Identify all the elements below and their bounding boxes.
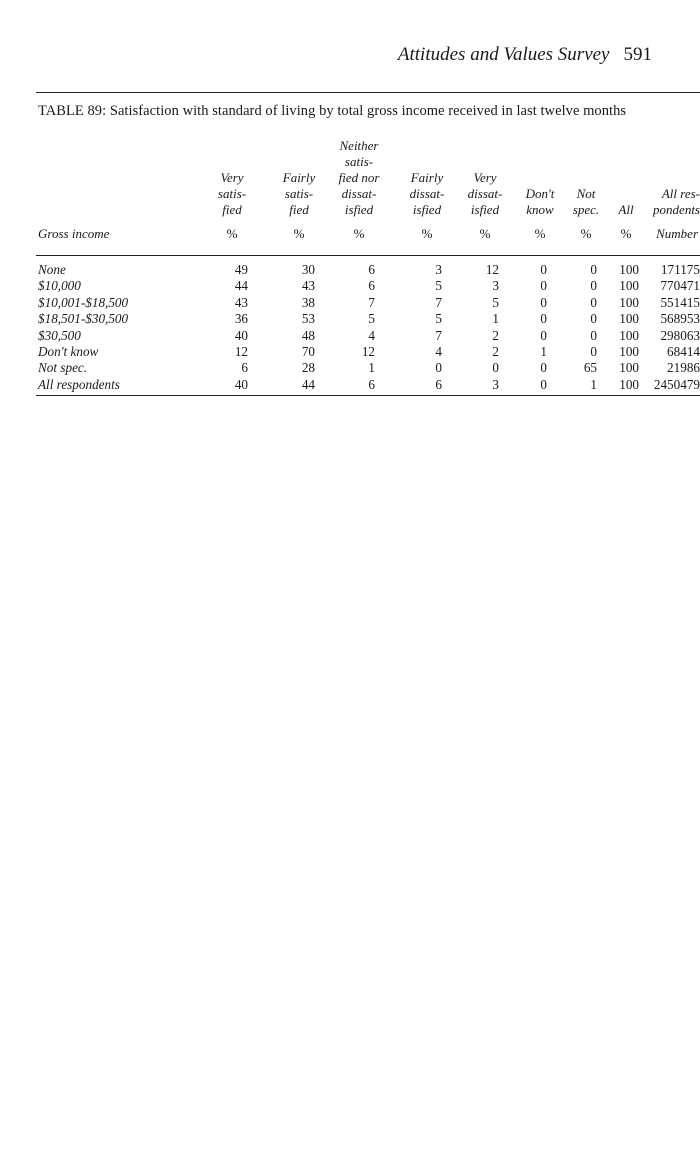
table-cell: 100: [619, 294, 639, 310]
table-row: [0, 328, 700, 344]
column-header: All: [618, 202, 634, 217]
table-cell: 21986: [667, 360, 700, 376]
table-row: [0, 360, 700, 376]
table-cell: 5: [435, 311, 442, 327]
row-label: $10,001-$18,500: [38, 294, 129, 310]
column-unit: %: [479, 226, 491, 241]
page-number: 591: [623, 44, 652, 65]
table-cell: 3: [435, 262, 442, 277]
table-cell: 6: [368, 262, 375, 277]
row-label: None: [38, 262, 66, 277]
row-label: $18,501-$30,500: [38, 311, 129, 327]
table-cell: 171175: [660, 262, 700, 277]
table-cell: 0: [590, 262, 597, 277]
table-cell: 6: [435, 376, 442, 392]
table-cell: 7: [435, 327, 442, 343]
table-row: [0, 377, 700, 393]
top-rule: [36, 92, 700, 93]
table-cell: 44: [301, 376, 315, 392]
table-cell: 100: [619, 278, 639, 294]
row-label: $10,000: [38, 278, 81, 294]
table-cell: 44: [234, 278, 248, 294]
column-header: Don't know: [525, 186, 555, 217]
table-cell: 2: [492, 327, 499, 343]
column-unit: Number: [656, 226, 698, 241]
table-cell: 1: [492, 311, 499, 327]
table-cell: 6: [368, 376, 375, 392]
table-cell: 0: [590, 344, 597, 359]
table-cell: 5: [435, 278, 442, 294]
row-label: $30,500: [38, 327, 81, 343]
table-cell: 298063: [660, 327, 700, 343]
table-cell: 0: [590, 294, 597, 310]
table-cell: 65: [583, 360, 597, 376]
column-unit: %: [293, 226, 305, 241]
table-cell: 12: [485, 262, 499, 277]
table-cell: 30: [301, 262, 315, 277]
table-cell: 100: [619, 311, 639, 327]
column-unit: %: [620, 226, 632, 241]
table-cell: 0: [540, 360, 547, 376]
table-cell: 7: [368, 294, 375, 310]
table-cell: 38: [301, 294, 315, 310]
table-cell: 40: [234, 327, 248, 343]
column-header: Not spec.: [572, 186, 600, 217]
table-caption: TABLE 89: Satisfaction with standard of living by total gross income received in last twelve months: [38, 103, 627, 119]
table-cell: 0: [540, 327, 547, 343]
table-row: [0, 278, 700, 294]
table-cell: 568953: [660, 311, 700, 327]
table-cell: 43: [301, 278, 315, 294]
table-cell: 43: [234, 294, 248, 310]
table-cell: 6: [368, 278, 375, 294]
table-cell: 0: [540, 294, 547, 310]
table-cell: 0: [492, 360, 499, 376]
table-cell: 2: [492, 344, 499, 359]
column-unit: %: [353, 226, 365, 241]
table-row: [0, 344, 700, 360]
running-head: [398, 44, 652, 66]
table-cell: 0: [590, 327, 597, 343]
table-cell: 68414: [667, 344, 700, 359]
table-cell: 40: [234, 376, 248, 392]
row-label: Don't know: [38, 344, 99, 359]
row-header: Gross income: [38, 226, 110, 241]
table-cell: 53: [301, 311, 315, 327]
row-label: All respondents: [38, 376, 120, 392]
table-cell: 3: [492, 278, 499, 294]
row-label: Not spec.: [38, 360, 88, 376]
table-row: [0, 311, 700, 327]
table-row: [0, 295, 700, 311]
table-cell: 100: [619, 327, 639, 343]
table-cell: 70: [301, 344, 315, 359]
table-cell: 100: [619, 376, 639, 392]
table-cell: 100: [619, 344, 639, 359]
table-cell: 5: [368, 311, 375, 327]
column-unit: %: [226, 226, 238, 241]
table-cell: 7: [435, 294, 442, 310]
table-cell: 0: [590, 278, 597, 294]
table-cell: 2450479: [653, 376, 700, 392]
table-cell: 0: [540, 311, 547, 327]
table-cell: 3: [492, 376, 499, 392]
table-cell: 0: [540, 262, 547, 277]
column-header: Neither satis- fied nor dissat- isfied: [338, 138, 380, 217]
table-cell: 1: [540, 344, 547, 359]
table-cell: 5: [492, 294, 499, 310]
table-cell: 48: [301, 327, 315, 343]
table-cell: 6: [241, 360, 248, 376]
column-header: Fairly satis- fied: [282, 170, 316, 217]
table-cell: 1: [590, 376, 597, 392]
table-cell: 28: [301, 360, 315, 376]
table-cell: 12: [361, 344, 375, 359]
column-header: Very dissat- isfied: [467, 170, 503, 217]
table-cell: 36: [234, 311, 248, 327]
running-head-title: Attitudes and Values Survey: [397, 44, 610, 65]
header-rule: [36, 255, 700, 256]
table-cell: 100: [619, 262, 639, 277]
table-row: [0, 262, 700, 278]
column-header: All res- pondents: [653, 186, 700, 217]
table-cell: 1: [368, 360, 375, 376]
table-cell: 4: [368, 327, 375, 343]
table-cell: 49: [234, 262, 248, 277]
column-unit: %: [534, 226, 546, 241]
column-unit: %: [421, 226, 433, 241]
table-cell: 0: [540, 278, 547, 294]
table-cell: 4: [435, 344, 442, 359]
column-header: Very satis- fied: [217, 170, 247, 217]
column-unit: %: [580, 226, 592, 241]
bottom-rule: [36, 395, 700, 396]
table-cell: 100: [619, 360, 639, 376]
table-cell: 0: [435, 360, 442, 376]
table-cell: 551415: [660, 294, 700, 310]
column-header: Fairly dissat- isfied: [409, 170, 445, 217]
table-cell: 0: [540, 376, 547, 392]
table-cell: 12: [234, 344, 248, 359]
table-cell: 770471: [660, 278, 700, 294]
table-cell: 0: [590, 311, 597, 327]
